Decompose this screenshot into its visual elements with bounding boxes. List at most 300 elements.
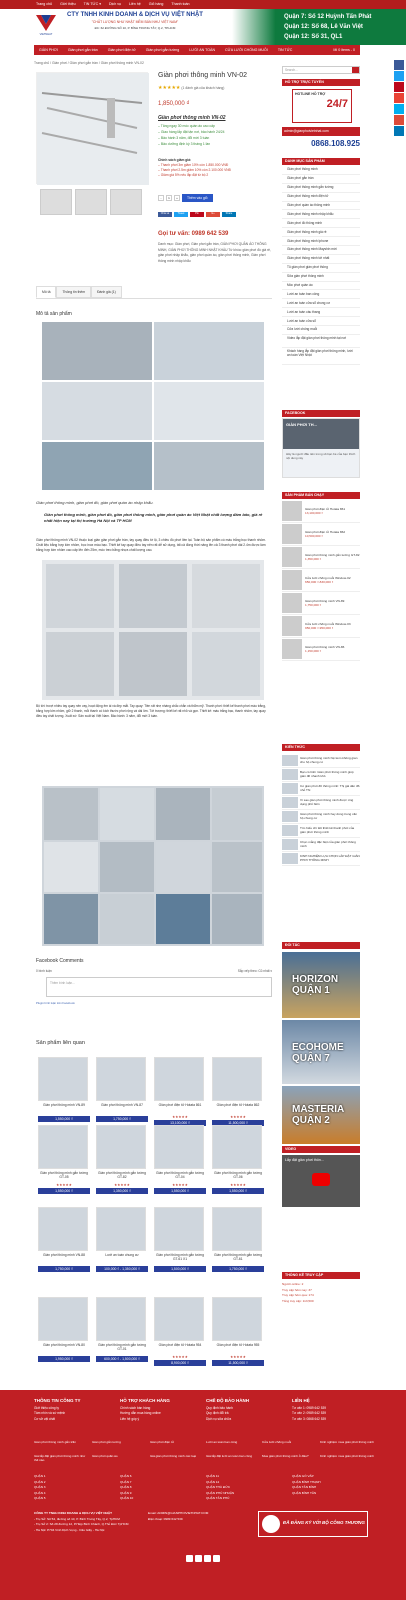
share-twitter-button[interactable]: Tweet — [174, 212, 188, 217]
support-phone[interactable]: 0868.108.925 — [311, 139, 360, 148]
quantity-input[interactable]: 1 — [166, 195, 172, 201]
footer-seo-text[interactable]: Lưới an toàn ban công — [206, 1440, 238, 1444]
star-rating-icon: ★★★★★ — [172, 1115, 188, 1119]
top-link[interactable]: TIN TỨC ▾ — [83, 2, 101, 6]
youtube-icon[interactable] — [204, 1555, 211, 1562]
product-tabs — [36, 286, 122, 298]
related-name[interactable]: Giàn phơi thông minh VN-88 — [43, 1253, 85, 1257]
footer-link[interactable]: Liên hệ góp ý — [120, 1416, 140, 1421]
support-banner — [292, 89, 352, 123]
district-link[interactable]: QUẬN TÂN PHÚ — [206, 1496, 230, 1500]
stat-item: Tổng truy cập: 113,500 — [282, 1298, 314, 1303]
google-plus-icon[interactable] — [394, 115, 404, 125]
company-address: ĐC: 62 ĐƯỜNG SỐ 10, P. BÌNH TRƯNG TÂY, Q.2, TP.HCM — [94, 26, 176, 30]
facebook-icon[interactable] — [394, 60, 404, 70]
news-item[interactable]: KINH NGHIỆM LỰA CHỌN LẮP ĐẶT GIÀN PHƠI THÔNG MINH — [282, 852, 360, 866]
bestseller-price: 13,100,000 ₫ — [305, 511, 323, 515]
bestseller-thumb[interactable] — [282, 593, 302, 613]
desc-heading: Giàn phơi thông minh VN-02 — [158, 115, 226, 121]
bestseller-item[interactable] — [282, 615, 360, 638]
footer-seo-link[interactable] — [34, 1440, 90, 1444]
bestseller-thumb[interactable] — [282, 501, 302, 521]
footer-link[interactable]: Quy định bảo hành — [206, 1405, 233, 1410]
hotline[interactable]: Gọi tư vấn: 0989 642 539 — [158, 231, 229, 237]
twitter-icon[interactable] — [394, 71, 404, 81]
bestseller-thumb[interactable] — [282, 547, 302, 567]
tab-info[interactable]: Thông tin thêm — [56, 286, 91, 298]
product-thumb[interactable] — [212, 1207, 262, 1251]
related-name[interactable]: Giàn phơi thông minh VN-89 — [43, 1103, 85, 1107]
feature-item: – Bảo hành 3 năm, đổi mới 3 tuần — [158, 136, 210, 140]
category-item[interactable]: Giàn phơi thông minh giá rẻ — [282, 228, 360, 237]
footer-column — [292, 1398, 372, 1422]
related-product-card[interactable] — [38, 1125, 90, 1194]
related-name[interactable]: Giàn phơi thông minh VN-87 — [101, 1103, 143, 1107]
top-link[interactable]: Dịch vụ — [109, 2, 121, 6]
promo-block — [158, 158, 272, 178]
description-image — [42, 442, 152, 490]
footer-contact[interactable]: Tư vấn 3: 0868 642 539 — [292, 1416, 327, 1421]
related-name[interactable]: Giàn phơi thông minh gắn tường GT-61 X1 — [156, 1253, 204, 1261]
footer-link[interactable]: Giới thiệu công ty — [34, 1405, 59, 1410]
related-product-card[interactable] — [154, 1207, 206, 1272]
video-player[interactable] — [282, 1155, 360, 1207]
tab-divider — [36, 298, 272, 299]
related-product-card[interactable] — [96, 1297, 148, 1362]
footer-seo-text[interactable]: Mua giàn phơi thông minh ở đâu? — [262, 1454, 309, 1458]
share-google-button[interactable]: G+ — [206, 212, 220, 217]
district-link[interactable]: QUẬN 4 — [34, 1490, 46, 1495]
category-item[interactable]: Cửa lưới chống muỗi — [282, 326, 360, 335]
bestseller-name[interactable]: Giàn phơi thông minh VN-89 — [305, 599, 345, 603]
category-item[interactable]: Lưới an toàn cửa sổ — [282, 317, 360, 326]
footer-phone[interactable]: Điện thoại: 0989 642 539 — [148, 1516, 183, 1521]
star-rating-icon: ★★★★★ — [230, 1115, 246, 1119]
category-item[interactable]: Lưới an toàn ban công — [282, 290, 360, 299]
related-product-card[interactable] — [154, 1297, 206, 1366]
comments-plugin-link[interactable]: Plugin bình luận trên Facebook — [36, 1001, 75, 1005]
district-column — [34, 1474, 120, 1502]
bestseller-item[interactable] — [282, 523, 360, 546]
district-link[interactable]: QUẬN BÌNH TÂN — [292, 1490, 317, 1495]
product-thumb[interactable] — [38, 1057, 88, 1101]
partner-name: ECOHOME QUẬN 7 — [292, 1042, 344, 1064]
related-heading: Sản phẩm liên quan — [36, 1040, 85, 1046]
support-email[interactable]: admin@gianphoivietnhat.com — [282, 127, 360, 136]
footer-link[interactable]: Cơ sở vật chất — [34, 1416, 56, 1421]
thumbnail[interactable] — [110, 189, 142, 215]
related-price: 11,500,000 ₫ — [212, 1360, 264, 1366]
nav-item[interactable]: TIN TỨC — [277, 48, 293, 52]
bestseller-name[interactable]: Giàn phơi điện tử Hotata 862 — [305, 530, 346, 534]
nav-item[interactable]: CỬA LƯỚI CHỐNG MUỖI — [225, 48, 268, 52]
category-item[interactable]: Khách hàng lắp đặt giàn phơi thông minh, lưới an toàn Việt Nhật — [282, 348, 360, 365]
footer-seo-text[interactable]: Cửa lưới chống muỗi — [262, 1440, 292, 1444]
news-list — [282, 754, 360, 866]
bestseller-price: 1,750,000 ₫ — [305, 603, 322, 607]
feature-item: – Bảo dưỡng định kỳ 3 tháng 1 lần — [158, 142, 211, 146]
news-item[interactable]: Giàn phơi thông minh hay dùng trong căn hộ chung cư — [282, 810, 360, 824]
bestseller-item[interactable] — [282, 500, 360, 523]
product-thumb[interactable] — [96, 1207, 146, 1251]
google-plus-icon[interactable] — [195, 1555, 202, 1562]
footer-seo-link[interactable] — [34, 1454, 90, 1462]
twitter-icon[interactable] — [213, 1555, 220, 1562]
related-product-card[interactable] — [96, 1207, 148, 1272]
product-thumb[interactable] — [154, 1297, 204, 1341]
district-link[interactable]: QUẬN 2 — [34, 1479, 46, 1484]
address-line: Quận 12: Số 31, QL1 — [284, 34, 343, 40]
facebook-widget[interactable] — [282, 418, 360, 478]
rating[interactable] — [158, 85, 224, 91]
star-rating-icon: ★★★★★ — [114, 1183, 130, 1187]
bestseller-item[interactable] — [282, 546, 360, 569]
bestseller-price: 10,500,000 ₫ — [305, 534, 323, 538]
partner-banner[interactable] — [282, 952, 360, 1018]
facebook-text: Hãy là người đầu tiên trong số bạn bè của bạn thích nội dung này — [286, 452, 356, 460]
add-to-cart-button[interactable]: Thêm vào giỏ — [182, 194, 213, 202]
category-item[interactable]: Lưới an toàn cầu thang — [282, 308, 360, 317]
footer-seo-link[interactable] — [92, 1454, 148, 1458]
video-caption: Lắp đặt giàn phơi thôn... — [285, 1158, 324, 1162]
company-name: CTY TNHH KINH DOANH & DỊCH VỤ VIỆT NHẬT — [67, 12, 203, 18]
share-pinterest-button[interactable]: Pin — [190, 212, 204, 217]
category-item[interactable]: Giàn phơi đồ thông minh — [282, 219, 360, 228]
related-price: 1,750,000 ₫ — [38, 1266, 90, 1272]
facebook-title: FACEBOOK — [282, 410, 360, 417]
feature-item: – Tăng ngay 30 móc quần áo cao cấp — [158, 124, 215, 128]
bestseller-thumb[interactable] — [282, 524, 302, 544]
district-link[interactable]: QUẬN TÂN BÌNH — [292, 1485, 317, 1489]
related-price: 11,500,000 ₫ — [212, 1120, 264, 1126]
quantity-stepper — [158, 194, 213, 202]
facebook-page-name[interactable]: GIÀN PHƠI TH... — [283, 419, 359, 449]
product-thumb[interactable] — [96, 1125, 146, 1169]
related-name[interactable]: Giàn phơi thông minh gắn tường GT-82 — [98, 1171, 146, 1179]
top-link[interactable]: Thanh toán — [171, 2, 190, 6]
bestseller-list — [282, 500, 360, 661]
news-item[interactable]: Có giàn phơi đồ thông minh: Thị giả dân đồ nhỏ Thi — [282, 782, 360, 796]
stat-item: Truy cập hôm qua: 174 — [282, 1293, 314, 1297]
product-thumb[interactable] — [96, 1057, 146, 1101]
bestseller-thumb[interactable] — [282, 639, 302, 659]
footer-link[interactable]: Quy định đổi trả — [206, 1411, 229, 1415]
district-link[interactable]: QUẬN 9 — [120, 1490, 132, 1495]
category-item[interactable]: Giàn phơi thông minh điện tử — [282, 193, 360, 202]
moit-badge[interactable] — [258, 1511, 368, 1537]
footer-seo-link[interactable] — [206, 1454, 262, 1458]
category-item[interactable]: Móc phơi quần áo — [282, 282, 360, 291]
related-name[interactable]: Giàn phơi thông minh gắn tường GT-06 — [214, 1171, 262, 1179]
category-item[interactable]: Giàn phơi thông minh tời nhất — [282, 255, 360, 264]
category-list — [282, 166, 360, 365]
address-line: Quận 12: Số 68, Lê Văn Việt — [284, 24, 363, 30]
category-item[interactable]: Giàn phơi thông minh gắn tường — [282, 184, 360, 193]
footer-seo-link[interactable] — [262, 1440, 318, 1444]
nav-item[interactable]: Giàn phơi điện tử — [107, 48, 136, 52]
related-name[interactable]: Giàn phơi thông minh VN-80 — [43, 1343, 85, 1347]
related-price: 1,750,000 ₫ — [96, 1116, 148, 1122]
footer-link[interactable]: Hướng dẫn mua hàng online — [120, 1411, 161, 1415]
district-link[interactable]: QUẬN 1 — [34, 1474, 46, 1478]
footer-contact[interactable]: Tư vấn 2: 0989 642 539 — [292, 1411, 327, 1415]
play-icon[interactable] — [312, 1173, 330, 1186]
product-thumb[interactable] — [38, 1125, 88, 1169]
search-input[interactable]: Search... — [282, 66, 360, 74]
related-price: 8,900,000 ₫ — [154, 1360, 206, 1366]
footer-company-info — [34, 1511, 164, 1533]
related-product-card[interactable] — [212, 1057, 264, 1126]
related-product-card[interactable] — [38, 1207, 90, 1272]
description-heading: Mô tả sản phẩm — [36, 311, 72, 317]
district-link[interactable]: QUẬN 6 — [120, 1474, 132, 1478]
product-thumb[interactable] — [38, 1207, 88, 1251]
top-link[interactable]: Giới thiệu — [60, 2, 76, 6]
support-box — [282, 87, 360, 157]
district-link[interactable]: QUẬN GÒ VẤP — [292, 1474, 314, 1478]
bestseller-thumb[interactable] — [282, 570, 302, 590]
related-name[interactable]: Giàn phơi thông minh gắn tường GT-04 — [156, 1171, 204, 1179]
related-price: 100,000 ₫ - 1,350,000 ₫ — [96, 1266, 148, 1272]
category-item[interactable]: Video lắp đặt giàn phơi thông minh tại nơi — [282, 335, 360, 348]
top-link[interactable]: Giỏ hàng — [148, 2, 164, 6]
category-item[interactable]: Giàn phơi thông minh Mayshin mới — [282, 246, 360, 255]
related-product-card[interactable] — [38, 1057, 90, 1122]
news-item[interactable]: Giàn phơi thông minh hiệ kèm không gian cho hộ chung cư — [282, 754, 360, 768]
top-links — [36, 2, 190, 6]
footer-seo-link[interactable] — [320, 1440, 376, 1444]
district-link[interactable]: QUẬN 11 — [206, 1474, 220, 1478]
footer-seo-text[interactable]: Giá lắp đặt giàn phơi thông minh như thế nào — [34, 1454, 86, 1462]
breadcrumb[interactable]: Trang chủ / Giàn phơi / Giàn phơi gắn trần / Giàn phơi thông minh VN-02 — [34, 61, 144, 65]
share-buttons — [158, 212, 236, 217]
footer-seo-text[interactable]: Giàn phơi gắn tường — [92, 1440, 121, 1444]
skype-icon[interactable] — [394, 104, 404, 114]
category-item[interactable]: Tủ giàn phơi giàn phơi thông — [282, 264, 360, 273]
category-item[interactable]: Giàn phơi thông minh nhập khẩu — [282, 210, 360, 219]
footer-link[interactable]: Tầm nhìn và sứ mệnh — [34, 1411, 66, 1415]
product-title: Giàn phơi thông minh VN-02 — [158, 72, 248, 79]
footer-seo-text[interactable]: Giàn phơi thông minh gắn trần — [34, 1440, 76, 1444]
footer-email[interactable]: Email: ADMIN@GIANPHOIVIETNHAT.COM — [148, 1511, 209, 1515]
related-name[interactable]: Lưới an toàn chung cư — [105, 1253, 139, 1257]
footer-seo-link[interactable] — [150, 1454, 206, 1458]
district-link[interactable]: QUẬN THỦ ĐỨC — [206, 1485, 231, 1489]
footer-seo-link[interactable] — [320, 1454, 376, 1458]
product-thumb[interactable] — [212, 1297, 262, 1341]
footer-seo-text[interactable]: Giá giàn phơi thông minh các loại — [150, 1454, 197, 1458]
footer-seo-link[interactable] — [150, 1440, 206, 1444]
district-link[interactable]: QUẬN 10 — [120, 1496, 134, 1500]
nav-item[interactable]: Giàn phơi gắn tường — [145, 48, 180, 52]
related-product-card[interactable] — [212, 1207, 264, 1272]
star-rating-icon: ★★★★★ — [230, 1183, 246, 1187]
pinterest-icon[interactable] — [394, 82, 404, 92]
nav-item[interactable]: Giàn phơi gắn trần — [67, 48, 98, 52]
related-price: 600,000 ₫ - 1,500,000 ₫ — [96, 1356, 148, 1362]
bestseller-item[interactable] — [282, 569, 360, 592]
footer-heading: CHẾ ĐỘ BẢO HÀNH — [206, 1398, 250, 1403]
bestseller-title: SẢN PHẨM BÁN CHẠY — [282, 492, 360, 499]
share-facebook-button[interactable]: Chia sẻ — [158, 212, 172, 217]
related-price: 1,350,000 ₫ — [96, 1188, 148, 1194]
bestseller-item[interactable] — [282, 592, 360, 615]
related-price: 1,550,000 ₫ — [38, 1116, 90, 1122]
hotline-247: 24/7 — [326, 98, 348, 110]
category-item[interactable]: Giàn phơi quần áo thông minh — [282, 202, 360, 211]
bestseller-thumb[interactable] — [282, 616, 302, 636]
related-name[interactable]: Giàn phơi điện tử Hotata 955 — [216, 1343, 260, 1347]
category-item[interactable]: Sửa giàn phơi thông minh — [282, 273, 360, 282]
comments-count: 0 bình luận — [36, 969, 52, 973]
bestseller-name[interactable]: Cửa lưới chống muỗi Window-03 — [305, 622, 351, 626]
top-bar — [0, 0, 406, 9]
minus-button[interactable]: - — [158, 195, 164, 201]
footer-seo-text[interactable]: Giá lắp đặt lưới an toàn ban công — [206, 1454, 253, 1458]
brand-block — [60, 12, 210, 30]
partner-banner[interactable] — [282, 1020, 360, 1084]
tab-reviews[interactable]: Đánh giá (1) — [91, 286, 122, 298]
related-price: 13,100,000 ₫ — [154, 1120, 206, 1126]
related-name[interactable]: Giàn phơi điện tử Hotata 862 — [216, 1103, 260, 1107]
star-rating-icon: ★★★★★ — [230, 1355, 246, 1359]
promo-item: – Thanh phơi 3m giảm 10% còn 1.850.000 VNĐ — [158, 163, 229, 167]
nav-item[interactable]: LƯỚI AN TOÀN — [189, 48, 216, 52]
category-item[interactable]: Lưới an toàn cửa sổ chung cư — [282, 299, 360, 308]
description-quote: Giàn phơi thông minh, giàn phơi đồ, giàn phơi thông minh, giàn phơi quần áo Việt Nhật chất lượng đảm bảo, giá rẻ nhất hiện nay tại thị trường Hà Nội và TP HCM — [44, 512, 263, 523]
comment-input[interactable]: Thêm bình luận... — [46, 977, 272, 997]
related-name[interactable]: Giàn phơi thông minh gắn tường GT-05 — [40, 1171, 88, 1179]
facebook-icon[interactable] — [186, 1555, 193, 1562]
product-thumb[interactable] — [154, 1125, 204, 1169]
bestseller-name[interactable]: Cửa lưới chống muỗi Window-02 — [305, 576, 351, 580]
partner-name: MASTERIA QUẬN 2 — [292, 1104, 344, 1126]
product-thumb[interactable] — [38, 1297, 88, 1341]
stat-item: Người online: 2 — [282, 1282, 304, 1286]
related-name[interactable]: Giàn phơi thông minh gắn tường GT-01 — [98, 1343, 146, 1351]
footer-seo-link[interactable] — [92, 1440, 148, 1444]
news-item[interactable]: Chọn mẫng đặc biệt của giàn phơi thông minh — [282, 838, 360, 852]
visitor-stats — [282, 1282, 360, 1304]
related-product-card[interactable] — [96, 1057, 148, 1122]
product-thumb[interactable] — [96, 1297, 146, 1341]
bestseller-price: 1,150,000 ₫ — [305, 649, 322, 653]
description-image — [42, 322, 152, 380]
news-item[interactable]: Vì sao giàn phơi thông minh được ứng dụng phổ biến — [282, 796, 360, 810]
partner-banner[interactable] — [282, 1086, 360, 1144]
district-link[interactable]: QUẬN 8 — [120, 1485, 132, 1489]
linkedin-icon[interactable] — [394, 126, 404, 136]
footer-column — [120, 1398, 200, 1422]
news-item[interactable]: Bạn có biết: Giàn phơi thông minh giúp giàn đồ nhanh khô — [282, 768, 360, 782]
related-name[interactable]: Giàn phơi thông minh gắn tường GT-61 — [214, 1253, 262, 1261]
store-addresses — [232, 9, 406, 45]
logo-text: VIETNHAT — [39, 33, 53, 36]
product-thumb[interactable] — [212, 1125, 262, 1169]
news-item[interactable]: Tìm hiểu chi tiết thiết kế thanh phơi của giàn phơi thông minh — [282, 824, 360, 838]
footer-seo-link[interactable] — [262, 1454, 318, 1458]
footer-contact[interactable]: Tư vấn 1: 0989 642 539 — [292, 1405, 327, 1410]
district-link[interactable]: QUẬN 3 — [34, 1485, 46, 1489]
bestseller-price: 650,000 ₫-830,000 ₫ — [305, 580, 334, 584]
category-item[interactable]: Giàn phơi thông minh Iphone — [282, 237, 360, 246]
bestseller-item[interactable] — [282, 638, 360, 661]
footer-address: - Trụ Sở: Số 54, đường số 10, P. Bình Trưng Tây, Q.2, TpHCM — [34, 1516, 120, 1521]
related-product-card[interactable] — [212, 1125, 264, 1194]
product-main-image[interactable] — [36, 72, 148, 184]
comments-sort[interactable]: Sắp xếp theo: Cũ nhất ▾ — [237, 969, 272, 973]
related-product-card[interactable] — [38, 1297, 90, 1362]
tab-description[interactable]: Mô tả — [36, 286, 56, 298]
email-icon[interactable] — [394, 93, 404, 103]
bestseller-name[interactable]: Giàn phơi thông minh gắn tường GT-82 — [305, 553, 360, 557]
district-column — [120, 1474, 206, 1502]
district-link[interactable]: QUẬN BÌNH THẠNH — [292, 1479, 321, 1484]
thumbnail[interactable] — [40, 189, 72, 215]
share-linkedin-button[interactable]: Share — [222, 212, 236, 217]
related-product-card[interactable] — [96, 1125, 148, 1194]
related-product-card[interactable] — [212, 1297, 264, 1366]
site-logo[interactable] — [34, 13, 58, 36]
search-icon[interactable] — [352, 67, 359, 73]
category-item[interactable]: Giàn phơi gắn trần — [282, 175, 360, 184]
category-item[interactable]: Giàn phơi thông minh — [282, 166, 360, 175]
related-product-card[interactable] — [154, 1057, 206, 1126]
support-title: HỖ TRỢ TRỰC TUYẾN — [282, 79, 360, 86]
related-price: 1,950,000 ₫ — [38, 1356, 90, 1362]
star-rating-icon: ★★★★★ — [158, 85, 181, 91]
footer-link[interactable]: Dịch vụ sửa chữa — [206, 1416, 232, 1421]
footer-seo-text[interactable]: Kinh nghiệm mua giàn phơi thông minh — [320, 1454, 374, 1458]
moit-text: ĐÃ ĐĂNG KÝ VỚI BỘ CÔNG THƯƠNG — [283, 1520, 365, 1525]
footer-seo-text[interactable]: Kinh nghiệm mua giàn phơi thông minh — [320, 1440, 374, 1444]
footer-seo-link[interactable] — [206, 1440, 262, 1444]
bestseller-price: 950,000 ₫-950,000 ₫ — [305, 626, 334, 630]
star-rating-icon: ★★★★★ — [172, 1355, 188, 1359]
footer-seo-text[interactable]: Giàn phơi điện tử — [150, 1440, 175, 1444]
top-link[interactable]: Trang chủ — [36, 2, 53, 6]
moit-check-icon — [262, 1515, 280, 1533]
product-thumb[interactable] — [212, 1057, 262, 1101]
stat-item: Truy cập hôm nay: 37 — [282, 1287, 312, 1292]
rating-text: (1 đánh giá của khách hàng) — [181, 86, 225, 90]
related-name[interactable]: Giàn phơi điện tử Hotata 861 — [158, 1103, 202, 1107]
cart-summary[interactable]: Mi 0 items - 0 — [333, 48, 355, 52]
thumbnail[interactable] — [75, 189, 107, 215]
related-price: 1,550,000 ₫ — [154, 1188, 206, 1194]
plus-button[interactable]: + — [174, 195, 180, 201]
nav-item[interactable]: GIÀN PHƠI — [39, 48, 58, 52]
main-nav — [34, 45, 360, 55]
district-link[interactable]: QUẬN 7 — [120, 1479, 132, 1484]
product-price: 1,850,000 ₫ — [158, 101, 190, 107]
top-link[interactable]: Liên hệ — [128, 2, 141, 6]
related-product-card[interactable] — [154, 1125, 206, 1194]
footer-link[interactable]: Chính sách bán hàng — [120, 1405, 151, 1410]
district-link[interactable]: QUẬN PHÚ NHUẬN — [206, 1490, 235, 1495]
related-name[interactable]: Giàn phơi điện tử Hotata 954 — [158, 1343, 202, 1347]
district-link[interactable]: QUẬN 12 — [206, 1479, 220, 1484]
product-meta: Danh mục: Giàn phơi, Giàn phơi gắn trần, GIÀN PHƠI QUẦN ÁO THÔNG MINH, GIÀN PHƠI THÔNG MINH NHẬT KHẨU Từ khóa: giàn phơi đồ giá rẻ, giàn phơi nhập khẩu, giàn phơi quần áo, giàn phơi thông minh, Giàn phơi thông minh nhập khẩu — [158, 242, 271, 263]
district-link[interactable]: QUẬN 5 — [34, 1496, 46, 1500]
product-thumb[interactable] — [154, 1207, 204, 1251]
product-thumb[interactable] — [154, 1057, 204, 1101]
description-image — [42, 382, 152, 440]
bestseller-name[interactable]: Giàn phơi thông minh VN-86 — [305, 645, 345, 649]
footer-seo-text[interactable]: Giàn phơi quần áo — [92, 1454, 118, 1458]
news-title: KIẾN THỨC — [282, 744, 360, 751]
bestseller-name[interactable]: Giàn phơi điện tử Hotata 861 — [305, 507, 346, 511]
